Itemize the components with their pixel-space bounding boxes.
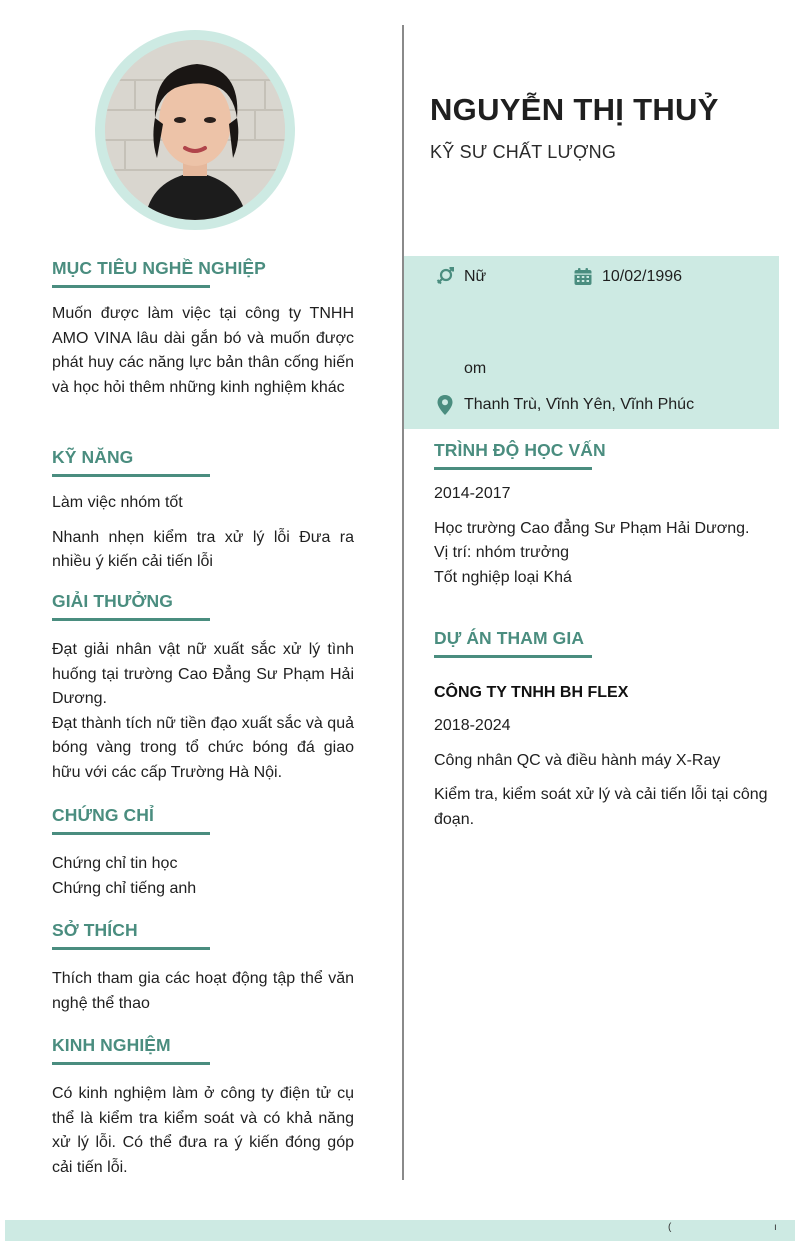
certificates-section xyxy=(52,805,354,901)
footer-band xyxy=(5,1220,795,1241)
avatar-frame xyxy=(95,30,295,230)
gender-value: Nữ xyxy=(464,268,487,285)
address-item xyxy=(434,394,694,416)
skills-section xyxy=(52,447,354,575)
section-underline xyxy=(52,1062,210,1065)
address-value: Thanh Trù, Vĩnh Yên, Vĩnh Phúc xyxy=(464,396,695,413)
location-pin-icon xyxy=(434,394,456,416)
awards-section xyxy=(52,591,354,785)
section-underline xyxy=(52,474,210,477)
calendar-icon xyxy=(572,266,594,288)
objective-section xyxy=(52,258,354,400)
footer-mark-right: ı xyxy=(774,1222,777,1233)
avatar-photo xyxy=(105,40,285,220)
project-period: 2018-2024 xyxy=(434,717,511,734)
avatar xyxy=(105,40,285,220)
project-role: Công nhân QC và điều hành máy X-Ray xyxy=(434,751,721,769)
section-title: GIẢI THƯỞNG xyxy=(52,591,173,611)
section-title: CHỨNG CHỈ xyxy=(52,805,154,825)
list-item: Nhanh nhẹn kiểm tra xử lý lỗi Đưa ra nhiều ý kiến cải tiến lỗi xyxy=(52,528,354,570)
birthday-value: 10/02/1996 xyxy=(602,268,683,285)
section-underline xyxy=(52,947,210,950)
list-item: Tốt nghiệp loại Khá xyxy=(434,568,572,586)
section-title: MỤC TIÊU NGHỀ NGHIỆP xyxy=(52,258,266,278)
section-underline xyxy=(52,285,210,288)
section-title: SỞ THÍCH xyxy=(52,920,138,940)
candidate-name: NGUYỄN THỊ THUỶ xyxy=(430,92,719,127)
gender-icon xyxy=(434,266,456,288)
section-title: TRÌNH ĐỘ HỌC VẤN xyxy=(434,440,606,460)
footer-mark-left: ( xyxy=(668,1222,672,1233)
experience-section xyxy=(52,1035,354,1180)
section-title: KINH NGHIỆM xyxy=(52,1035,171,1055)
list-item: Chứng chỉ tiếng anh xyxy=(52,879,197,897)
list-item: Đạt thành tích nữ tiền đạo xuất sắc và quả bóng vàng trong tổ chức bóng đá giao hữu với các cấp Trường Hà Nội. xyxy=(52,714,354,781)
section-title: DỰ ÁN THAM GIA xyxy=(434,628,585,648)
contact-panel xyxy=(404,256,779,429)
project-company: CÔNG TY TNHH BH FLEX xyxy=(434,684,629,701)
hobbies-section xyxy=(52,920,354,1016)
education-period: 2014-2017 xyxy=(434,485,511,502)
section-underline xyxy=(434,467,592,470)
email-value: om xyxy=(464,360,487,377)
project-description: Kiểm tra, kiểm soát xử lý và cải tiến lỗi tại công đoạn. xyxy=(434,786,768,828)
list-item: Đạt giải nhân vật nữ xuất sắc xử lý tình huống tại trường Cao Đẳng Sư Phạm Hải Dương. xyxy=(52,641,354,707)
list-item: Chứng chỉ tin học xyxy=(52,855,178,872)
gender-item xyxy=(434,266,486,288)
section-underline xyxy=(52,832,210,835)
projects-section xyxy=(434,628,779,832)
email-item xyxy=(464,360,486,378)
objective-text: Muốn được làm việc tại công ty TNHH AMO VINA lâu dài gắn bó và muốn được phát huy các năng lực bản thân cống hiến và học hỏi thêm những kinh nghiệm khác xyxy=(52,305,354,396)
job-title: KỸ SƯ CHẤT LƯỢNG xyxy=(430,142,617,162)
section-underline xyxy=(52,618,210,621)
column-divider xyxy=(402,25,404,1180)
experience-text: Có kinh nghiệm làm ở công ty điện tử cụ thể là kiểm tra kiểm soát và có khả năng xử lý lỗi. Có thể đưa ra ý kiến đóng góp cải tiến lỗi. xyxy=(52,1085,354,1176)
list-item: Làm việc nhóm tốt xyxy=(52,494,183,511)
section-underline xyxy=(434,655,592,658)
section-title: KỸ NĂNG xyxy=(52,447,134,467)
education-section xyxy=(434,440,779,590)
hobbies-text: Thích tham gia các hoạt động tập thể văn nghệ thể thao xyxy=(52,970,354,1012)
list-item: Vị trí: nhóm trưởng xyxy=(434,544,570,561)
birthday-item xyxy=(572,266,682,288)
list-item: Học trường Cao đẳng Sư Phạm Hải Dương. xyxy=(434,519,750,537)
